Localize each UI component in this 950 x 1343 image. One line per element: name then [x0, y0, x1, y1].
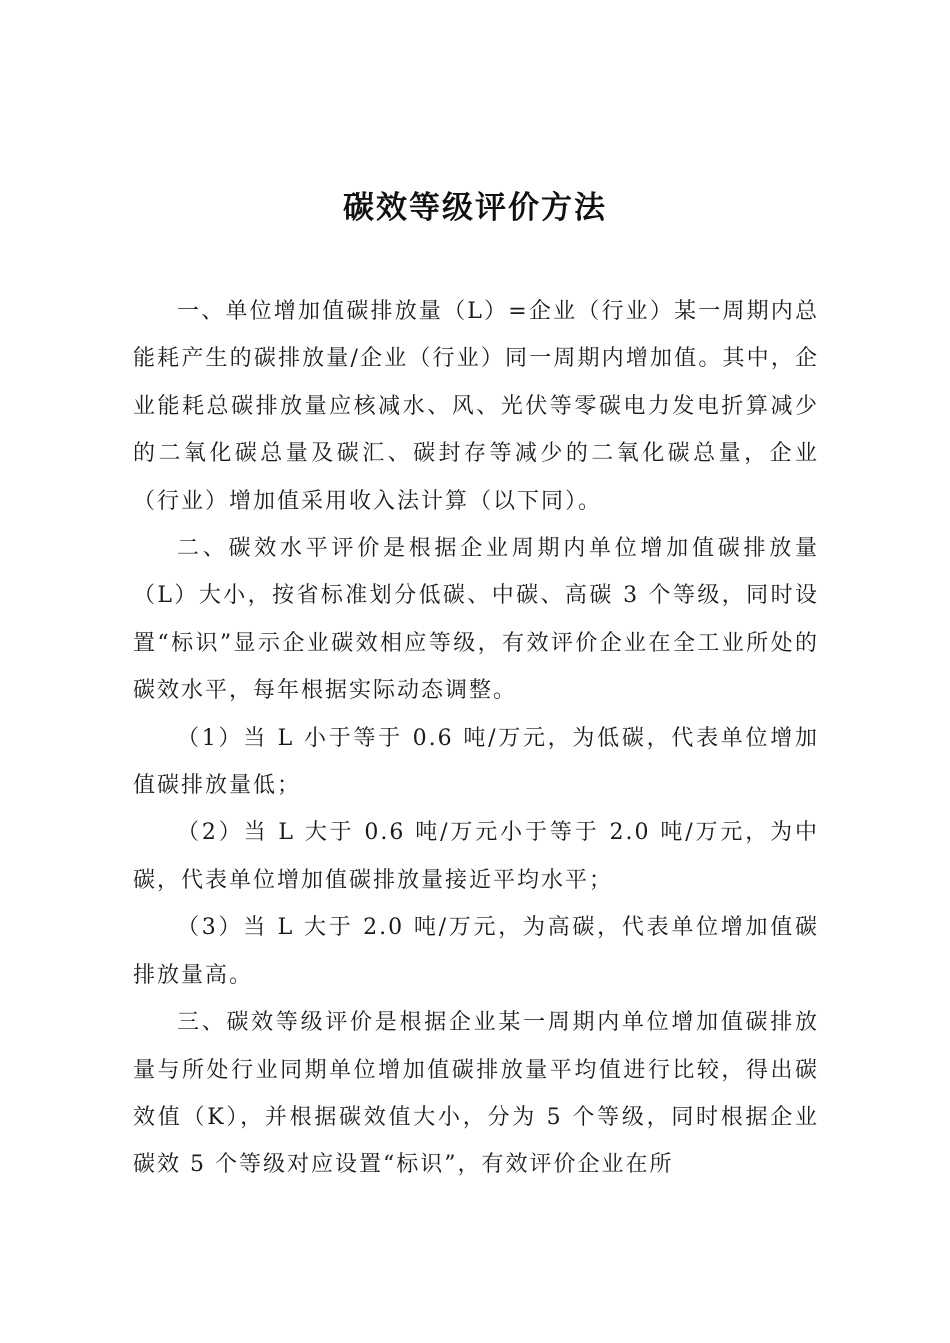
document-title: 碳效等级评价方法 [343, 190, 607, 226]
paragraph-low-carbon: （1）当 L 小于等于 0.6 吨/万元，为低碳，代表单位增加值碳排放量低； [133, 725, 819, 799]
paragraph-carbon-efficiency-grade: 三、碳效等级评价是根据企业某一周期内单位增加值碳排放量与所处行业同期单位增加值碳排放量平均值进行比较，得出碳效值（K），并根据碳效值大小，分为 5 个等级，同时根据企业碳效 5 个等级对应设置“标识”，有效评价企业在所 [133, 1010, 819, 1178]
paragraph-high-carbon: （3）当 L 大于 2.0 吨/万元，为高碳，代表单位增加值碳排放量高。 [133, 915, 819, 988]
paragraph-carbon-efficiency-level: 二、碳效水平评价是根据企业周期内单位增加值碳排放量（L）大小，按省标准划分低碳、中碳、高碳 3 个等级，同时设置“标识”显示企业碳效相应等级，有效评价企业在全工业所处的碳效水平，每年根据实际动态调整。 [133, 536, 819, 704]
document-body [133, 288, 819, 1189]
paragraph-unit-emission-definition: 一、单位增加值碳排放量（L）=企业（行业）某一周期内总能耗产生的碳排放量/企业（行业）同一周期内增加值。其中，企业能耗总碳排放量应核减水、风、光伏等零碳电力发电折算减少的二氧化碳总量及碳汇、碳封存等减少的二氧化碳总量，企业（行业）增加值采用收入法计算（以下同）。 [133, 299, 819, 514]
paragraph-medium-carbon: （2）当 L 大于 0.6 吨/万元小于等于 2.0 吨/万元，为中碳，代表单位增加值碳排放量接近平均水平； [133, 820, 819, 893]
